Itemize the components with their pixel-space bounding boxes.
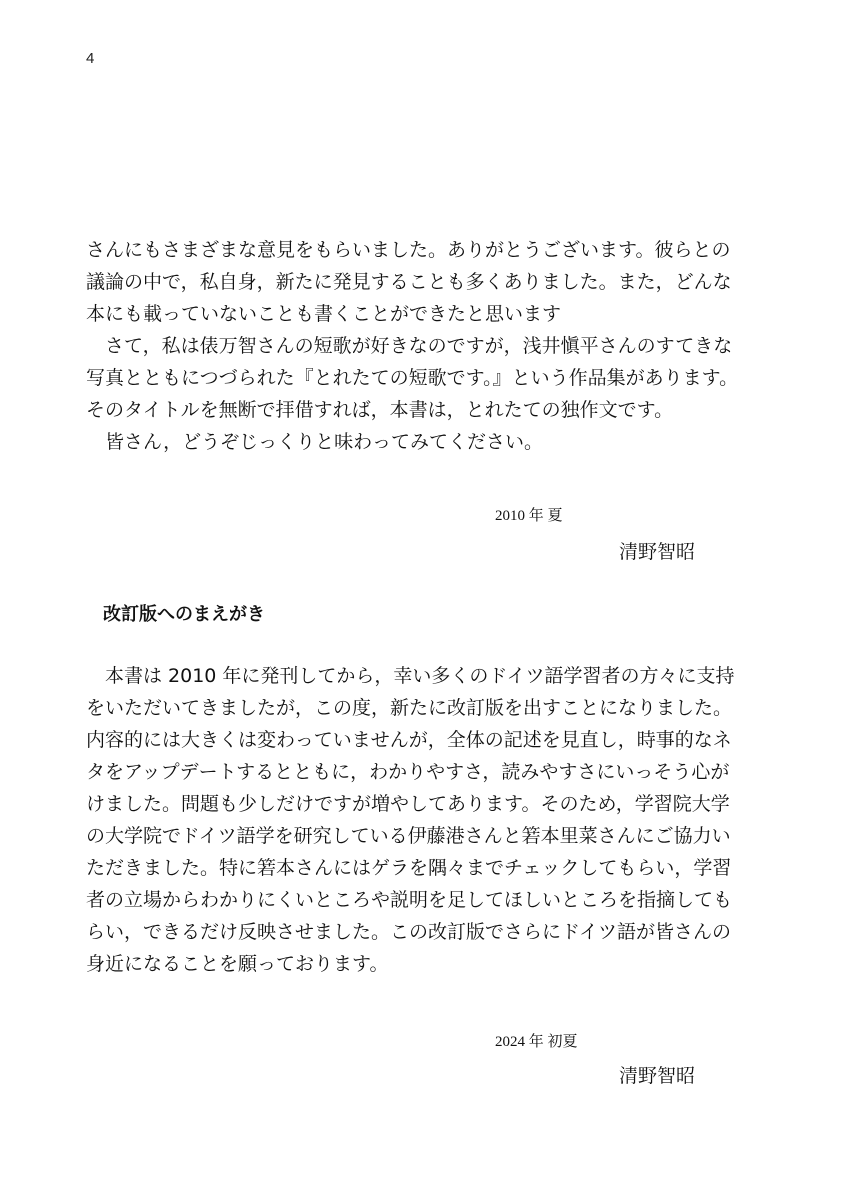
page-number: 4 (86, 50, 95, 67)
preface-line: そのタイトルを無断で拝借すれば，本書は，とれたての独作文です。 (86, 399, 674, 421)
preface-signature-name: 清野智昭 (619, 541, 696, 563)
revised-preface-line: 者の立場からわかりにくいところや説明を足してほしいところを指摘しても (86, 889, 733, 911)
revised-signature-date: 2024 年 初夏 (495, 1034, 578, 1050)
revised-preface-text (86, 660, 735, 980)
revised-preface-line: 身近になることを願っております。 (86, 953, 389, 975)
preface-line: 皆さん，どうぞじっくりと味わってみてください。 (105, 431, 543, 453)
revised-preface-line: 本書は 2010 年に発刊してから，幸い多くのドイツ語学習者の方々に支持 (105, 665, 735, 687)
revised-preface-line: の大学院でドイツ語学を研究している伊藤港さんと箬本里菜さんにご協力い (86, 825, 731, 847)
preface-line: 議論の中で，私自身，新たに発見することも多くありました。また，どんな (86, 271, 732, 293)
revised-preface-line: ただきました。特に箬本さんにはゲラを隅々までチェックしてもらい，学習 (86, 857, 732, 879)
preface-closing-text (86, 234, 739, 458)
revised-preface-line: けました。問題も少しだけですが増やしてあります。そのため，学習院大学 (86, 793, 730, 815)
preface-signature-date: 2010 年 夏 (495, 508, 563, 524)
preface-line: 本にも載っていないことも書くことができたと思います (86, 303, 562, 325)
revised-preface-line: をいただいてきましたが，この度，新たに改訂版を出すことになりました。 (86, 697, 733, 719)
revised-preface-line: タをアップデートするとともに，わかりやすさ，読みやすさにいっそう心が (86, 761, 730, 783)
revised-preface-heading: 改訂版へのまえがき (103, 604, 265, 625)
preface-line: 写真とともにつづられた『とれたての短歌です。』という作品集があります。 (86, 367, 739, 389)
revised-signature-name: 清野智昭 (619, 1065, 696, 1087)
revised-preface-line: 内容的には大きくは変わっていませんが，全体の記述を見直し，時事的なネ (86, 729, 732, 751)
revised-preface-line: らい，できるだけ反映させました。この改訂版でさらにドイツ語が皆さんの (86, 921, 732, 943)
preface-line: さて，私は俵万智さんの短歌が好きなのですが，浅井愼平さんのすてきな (105, 335, 733, 357)
preface-line: さんにもさまざまな意見をもらいました。ありがとうございます。彼らとの (86, 239, 731, 261)
